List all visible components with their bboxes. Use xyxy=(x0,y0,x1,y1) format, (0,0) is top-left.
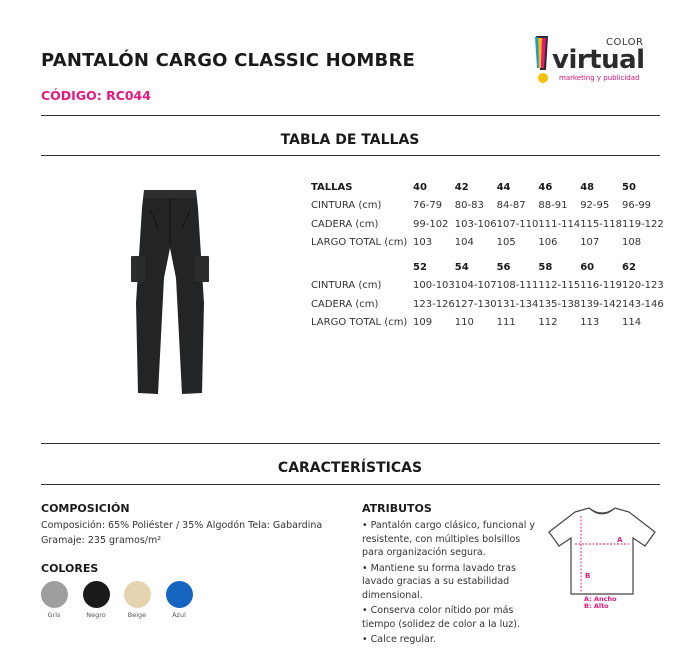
table-cell: 80-83 xyxy=(454,200,484,212)
weight-text: Gramaje: 235 gramos/m² xyxy=(41,535,162,546)
color-swatch-negro xyxy=(83,581,110,608)
divider xyxy=(41,443,660,444)
measurement-diagram-icon xyxy=(545,506,660,606)
svg-text:B: B xyxy=(585,572,591,580)
color-swatch-azul xyxy=(166,581,193,608)
table-row xyxy=(311,197,664,216)
table-row xyxy=(311,178,664,197)
size-cell: 60 xyxy=(580,261,595,273)
product-image xyxy=(130,188,210,403)
size-cell: 40 xyxy=(413,181,427,193)
table-row xyxy=(311,234,664,253)
row-label: CINTURA (cm) xyxy=(311,200,382,212)
size-cell: 50 xyxy=(621,181,636,193)
size-cell: 62 xyxy=(621,261,636,273)
color-label: Azul xyxy=(172,611,186,619)
attributes-title: ATRIBUTOS xyxy=(362,502,432,515)
table-row xyxy=(311,314,664,333)
table-cell: 113 xyxy=(580,317,600,329)
table-cell: 107 xyxy=(580,237,600,249)
features-section-title: CARACTERÍSTICAS xyxy=(277,460,423,476)
logo-tagline: marketing y publicidad xyxy=(559,74,640,82)
legend-width: A: Ancho xyxy=(584,595,617,603)
table-cell: 84-87 xyxy=(496,200,526,212)
table-cell: 123-126 xyxy=(413,298,455,310)
table-cell: 135-138 xyxy=(538,298,581,310)
table-cell: 112-115 xyxy=(538,280,581,292)
row-label: LARGO TOTAL (cm) xyxy=(311,237,408,249)
table-cell: 112 xyxy=(538,317,558,329)
size-cell: 58 xyxy=(538,261,553,273)
size-cell: 56 xyxy=(496,261,511,273)
diagram-legend xyxy=(584,596,617,610)
size-cell: 42 xyxy=(454,181,469,193)
product-code: CÓDIGO: RC044 xyxy=(41,88,151,103)
table-cell: 106 xyxy=(538,237,558,249)
size-cell: 52 xyxy=(413,261,427,273)
table-row xyxy=(311,277,664,296)
logo-color-word: COLOR xyxy=(606,37,644,48)
table-cell: 107-110 xyxy=(496,218,539,230)
row-label: CADERA (cm) xyxy=(311,298,379,310)
color-label: Beige xyxy=(127,611,147,619)
size-cell: 48 xyxy=(580,181,595,193)
divider xyxy=(41,484,660,485)
logo-brand-word: virtual xyxy=(552,45,645,75)
table-cell: 96-99 xyxy=(621,200,652,212)
table-cell: 100-103 xyxy=(413,280,455,292)
size-table xyxy=(311,178,664,332)
color-label: Negro xyxy=(86,611,106,619)
legend-height: B: Alto xyxy=(584,602,609,610)
row-label: CADERA (cm) xyxy=(311,218,379,230)
size-cell: 44 xyxy=(496,181,511,193)
composition-title: COMPOSICIÓN xyxy=(41,502,130,515)
size-section-title: TABLA DE TALLAS xyxy=(280,132,420,148)
table-cell: 92-95 xyxy=(580,200,610,212)
composition-text: Composición: 65% Poliéster / 35% Algodón Tela: Gabardina xyxy=(41,520,323,531)
list-item: • Conserva color nítido por más tiempo (solidez de color a la luz). xyxy=(362,604,537,631)
logo-mark-icon xyxy=(532,34,554,86)
color-swatch-beige xyxy=(124,581,151,608)
table-cell: 110 xyxy=(454,317,474,329)
table-cell: 115-118 xyxy=(580,218,622,230)
table-cell: 111-114 xyxy=(538,218,581,230)
row-label: TALLAS xyxy=(311,181,353,193)
product-title: PANTALÓN CARGO CLASSIC HOMBRE xyxy=(41,50,416,71)
divider xyxy=(41,115,660,116)
table-cell: 88-91 xyxy=(538,200,568,212)
row-label: LARGO TOTAL (cm) xyxy=(311,317,408,329)
row-label: CINTURA (cm) xyxy=(311,280,382,292)
table-cell: 143-146 xyxy=(621,298,664,310)
colors-title: COLORES xyxy=(41,562,99,575)
table-cell: 108-111 xyxy=(496,280,539,292)
table-cell: 108 xyxy=(621,237,642,249)
list-item: • Pantalón cargo clásico, funcional y resistente, con múltiples bolsillos para organización segura. xyxy=(362,519,537,560)
list-item: • Mantiene su forma lavado tras lavado gracias a su estabilidad dimensional. xyxy=(362,562,537,603)
table-cell: 104-107 xyxy=(454,280,497,292)
table-cell: 119-122 xyxy=(621,218,664,230)
table-row xyxy=(311,215,664,234)
divider xyxy=(41,155,660,156)
table-cell: 127-130 xyxy=(454,298,497,310)
table-cell: 99-102 xyxy=(413,218,449,230)
brand-logo xyxy=(532,34,662,89)
size-cell: 46 xyxy=(538,181,553,193)
table-cell: 114 xyxy=(621,317,642,329)
table-cell: 139-142 xyxy=(580,298,622,310)
svg-text:A: A xyxy=(617,536,623,544)
table-cell: 76-79 xyxy=(413,200,443,212)
table-cell: 103 xyxy=(413,237,433,249)
table-row xyxy=(311,258,664,277)
table-cell: 131-134 xyxy=(496,298,539,310)
color-swatch-gris xyxy=(41,581,68,608)
table-cell: 104 xyxy=(454,237,474,249)
table-cell: 109 xyxy=(413,317,433,329)
table-cell: 120-123 xyxy=(621,280,664,292)
table-cell: 116-119 xyxy=(580,280,622,292)
table-cell: 105 xyxy=(496,237,516,249)
table-row xyxy=(311,295,664,314)
row-label xyxy=(311,258,413,277)
table-cell: 103-106 xyxy=(454,218,497,230)
color-label: Gris xyxy=(47,611,61,619)
list-item: • Calce regular. xyxy=(362,633,537,647)
size-cell: 54 xyxy=(454,261,469,273)
attributes-list xyxy=(362,519,537,649)
table-cell: 111 xyxy=(496,317,516,329)
